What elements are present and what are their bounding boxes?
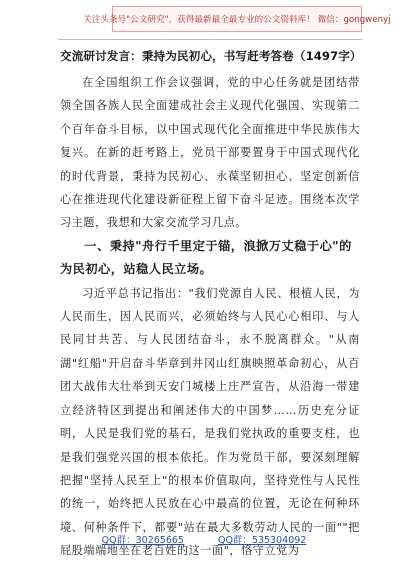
paragraph-intro: 在全国组织工作会议强调，党的中心任务就是团结带领全国各族人民全面建成社会主义现代化强国、实现第二个百年奋斗目标，以中国式现代化全面推进中华民族伟大复兴。在新的赶考路上，党员干部要置身于中国式现代化的时代背景，秉持为民初心、永葆坚韧担心、坚定创新信心在推进现代化建设新征程上留下奋斗足迹。围绕本次学习主题，我想和大家交流学习几点。 — [60, 76, 360, 230]
document-title: 交流研讨发言：秉持为民初心，书写赶考答卷（1497字） — [60, 49, 362, 63]
section-heading-1: 一、秉持"舟行千里定于锚，浪掀万丈稳于心"的为民初心，站稳人民立场。 — [60, 238, 352, 277]
promo-banner — [83, 6, 391, 32]
footer-contacts — [0, 532, 408, 552]
qq-group-link-1[interactable]: QQ群：30265665 — [101, 535, 184, 546]
header-divider — [58, 39, 362, 40]
qq-group-link-2[interactable]: QQ群：535304092 — [217, 535, 307, 546]
promo-banner-text: 关注头条号"公文研究"，获得最新最全最专业的公文资料库！ 微信：gongwenyj — [83, 15, 391, 25]
paragraph-section-1: 习近平总书记指出："我们党源自人民、根植人民，为人民而生，因人民而兴，必须始终与人民心心相印、与人民同甘共苦、与人民团结奋斗，永不脱离群众。"从南湖"红船"开启奋斗华章到井冈山红旗映照革命初心，从百团大战伟大壮举到天安门城楼上庄严宣告，从沿海一带建立经济特区到提出和阐述伟大的中国梦……历史充分证明，人民是我们党的基石，是我们党执政的重要支柱，也是我们强党兴国的根本依托。作为党员干部，要深刻理解把握"坚持人民至上"的根本价值取向，坚持党性与人民性的统一，始终把人民放在心中最高的位置，无论在何种环境、何种条件下，都要"站在最大多数劳动人民的一面""把屁股端端地坐在老百姓的这一面"，恪守立党为 — [60, 286, 360, 558]
document-body — [60, 71, 360, 563]
